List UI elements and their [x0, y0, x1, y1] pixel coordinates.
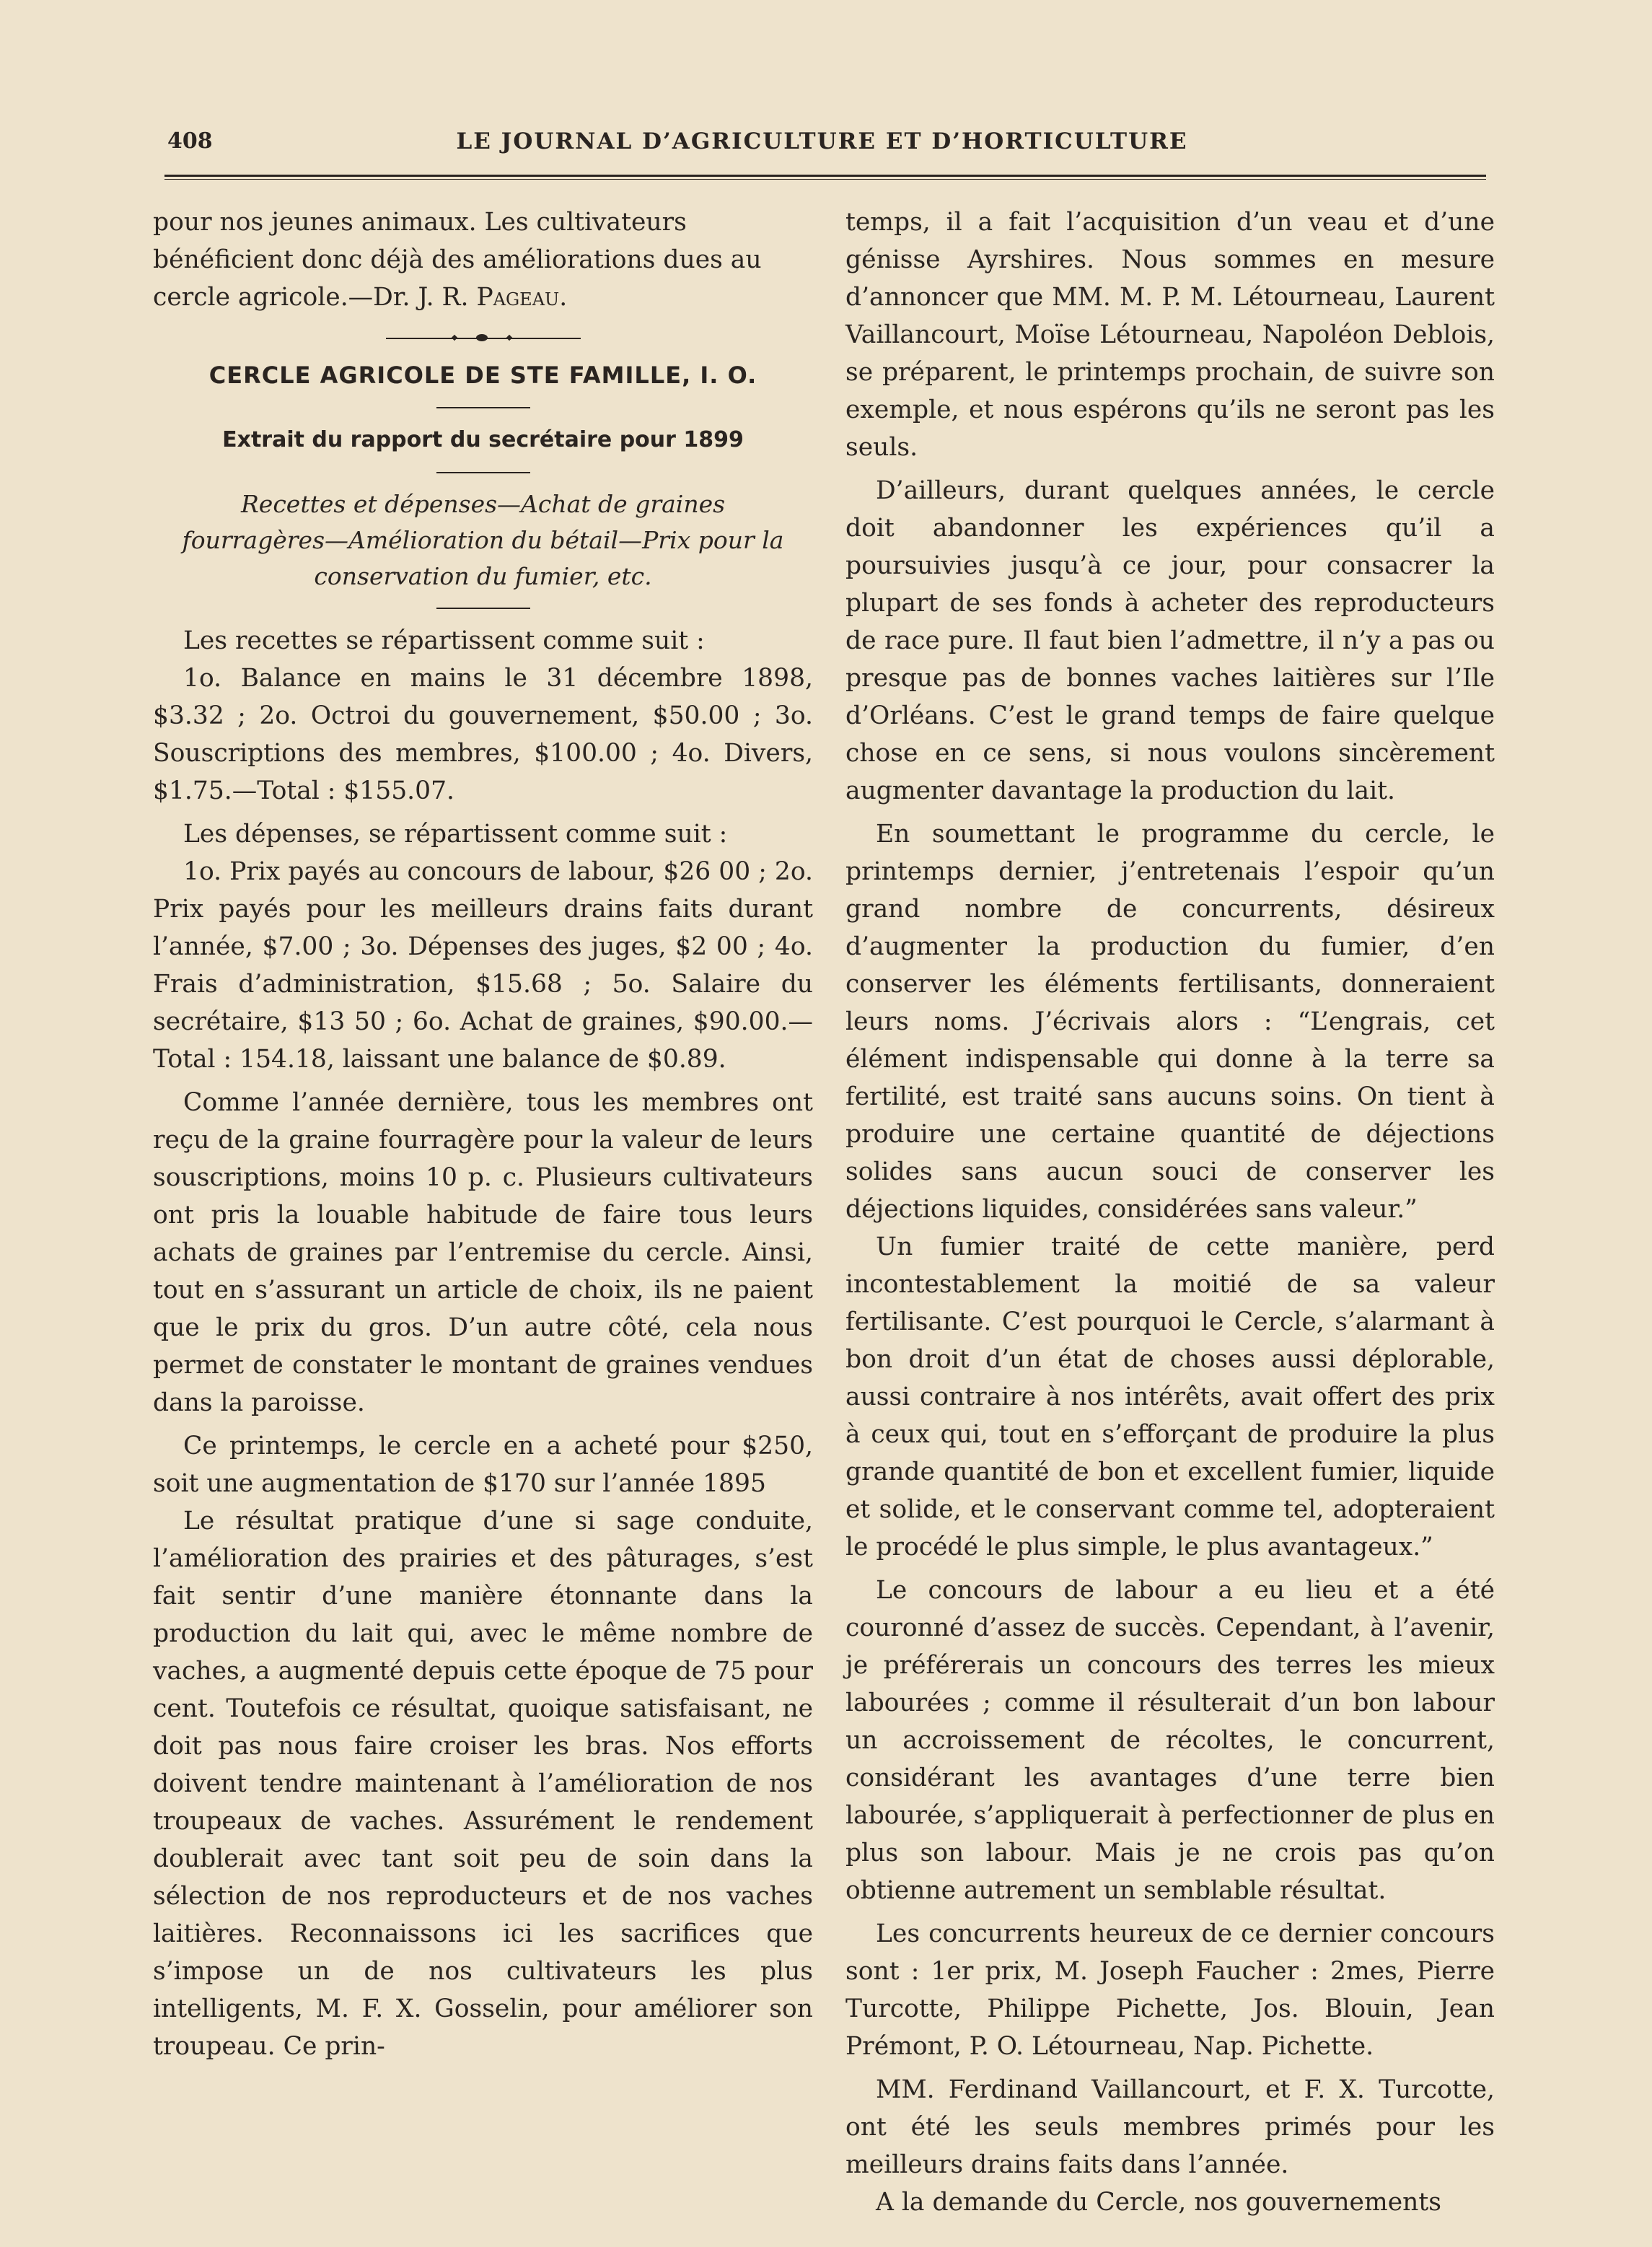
paragraph: temps, il a fait l’acquisition d’un veau et d’une génisse Ayrshires. Nous sommes en mesure d’annoncer que MM. M. P. M. Létourneau, Laurent Vaillancourt, Moïse Létourneau, Napoléon Deblois, se préparent, le printemps prochain, de suivre son exemple, et nous espérons qu’ils ne seront pas les seuls. — [845, 208, 1495, 462]
paragraph: Les concurrents heureux de ce dernier concours sont : 1er prix, M. Joseph Faucher : 2mes, Pierre Turcotte, Philippe Pichette, Jos. Blouin, Jean Prémont, P. O. Létourneau, Nap. Pichette. — [845, 1919, 1495, 2061]
right-column — [845, 203, 1495, 2221]
paragraph: Les recettes se répartissent comme suit : — [183, 626, 705, 655]
intro-text: pour nos jeunes animaux. Les cultivateurs bénéficient donc déjà des améliorations dues au cercle agricole.—Dr. J. R. — [153, 208, 762, 312]
intro-paragraph — [153, 203, 813, 316]
divider-1 — [436, 407, 530, 408]
section-summary: Recettes et dépenses—Achat de graines fourragères—Amélioration du bétail—Prix pour la conservation du fumier, etc. — [182, 490, 784, 590]
section-subtitle: Extrait du rapport du secrétaire pour 1899 — [222, 427, 744, 452]
signature-name: Pageau. — [476, 283, 568, 312]
section-title: CERCLE AGRICOLE DE STE FAMILLE, I. O. — [208, 362, 757, 389]
divider-3 — [436, 608, 530, 609]
paragraph: 1o. Prix payés au concours de labour, $26 00 ; 2o. Prix payés pour les meilleurs drains faits durant l’année, $7.00 ; 3o. Dépenses des juges, $2 00 ; 4o. Frais d’administration, $15.68 ; 5o. Salaire du secrétaire, $13 50 ; 6o. Achat de graines, $90.00.—Total : 154.18, laissant une balance de $0.89. — [153, 857, 813, 1074]
paragraph: D’ailleurs, durant quelques années, le cercle doit abandonner les expériences qu’il a poursuivies jusqu’à ce jour, pour consacrer la plupart de ses fonds à acheter des reproducteurs de race pure. Il faut bien l’admettre, il n’y a pas ou presque pas de bonnes vaches laitières sur l’Ile d’Orléans. C’est le grand temps de faire quelque chose en ce sens, si nous voulons sincèrement augmenter davantage la production du lait. — [845, 476, 1495, 805]
paragraph: Ce printemps, le cercle en a acheté pour $250, soit une augmentation de $170 sur l’année 1895 — [153, 1432, 813, 1498]
paragraph: Un fumier traité de cette manière, perd incontestablement la moitié de sa valeur fertilisante. C’est pourquoi le Cercle, s’alarmant à bon droit d’un état de choses aussi déplorable, aussi contraire à nos intérêts, avait offert des prix à ceux qui, tout en s’efforçant de produire la plus grande quantité de bon et excellent fumier, liquide et solide, et le conservant comme tel, adopteraient le procédé le plus simple, le plus avantageux.” — [845, 1232, 1495, 1561]
paragraph: MM. Ferdinand Vaillancourt, et F. X. Turcotte, ont été les seuls membres primés pour les meilleurs drains faits dans l’année. — [845, 2075, 1495, 2179]
paragraph: Le résultat pratique d’une si sage conduite, l’amélioration des prairies et des pâturages, s’est fait sentir d’une manière étonnante dans la production du lait qui, avec le même nombre de vaches, a augmenté depuis cette époque de 75 pour cent. Toutefois ce résultat, quoique satisfaisant, ne doit pas nous faire croiser les bras. Nos efforts doivent tendre maintenant à l’amélioration de nos troupeaux de vaches. Assurément le rendement doublerait avec tant soit peu de soin dans la sélection de nos reproducteurs et de nos vaches laitières. Reconnaissons ici les sacrifices que s’impose un de nos cultivateurs les plus intelligents, M. F. X. Gosselin, pour améliorer son troupeau. Ce prin- — [153, 1507, 813, 2061]
running-title: LE JOURNAL D’AGRICULTURE ET D’HORTICULTURE — [456, 128, 1188, 154]
paragraph: A la demande du Cercle, nos gouvernements — [876, 2188, 1441, 2217]
page-number: 408 — [167, 128, 213, 154]
page-header — [167, 128, 1477, 165]
paragraph: Les dépenses, se répartissent comme suit : — [183, 820, 728, 849]
paragraph: En soumettant le programme du cercle, le printemps dernier, j’entretenais l’espoir qu’un grand nombre de concurrents, désireux d’augmenter la production du fumier, d’en conserver les éléments fertilisants, donneraient leurs noms. J’écrivais alors : “L’engrais, cet élément indispensable qui donne à la terre sa fertilité, est traité sans aucuns soins. On tient à produire une certaine quantité de déjections solides sans aucun souci de conserver les déjections liquides, considérées sans valeur.” — [845, 820, 1495, 1224]
ornamental-divider — [386, 332, 581, 345]
paragraph: Le concours de labour a eu lieu et a été couronné d’assez de succès. Cependant, à l’avenir, je préférerais un concours des terres les mieux labourées ; comme il résulterait d’un bon labour un accroissement de récoltes, le concurrent, considérant les avantages d’une terre bien labourée, s’appliquerait à perfectionner de plus en plus son labour. Mais je ne crois pas qu’on obtienne autrement un semblable résultat. — [845, 1576, 1495, 1905]
paragraph: Comme l’année dernière, tous les membres ont reçu de la graine fourragère pour la valeur de leurs souscriptions, moins 10 p. c. Plusieurs cultivateurs ont pris la louable habitude de faire tous leurs achats de graines par l’entremise du cercle. Ainsi, tout en s’assurant un article de choix, ils ne paient que le prix du gros. D’un autre côté, cela nous permet de constater le montant de graines vendues dans la paroisse. — [153, 1088, 813, 1417]
header-rule — [164, 175, 1486, 177]
left-column — [153, 203, 813, 2065]
header-rule-thin — [164, 179, 1486, 180]
paragraph: 1o. Balance en mains le 31 décembre 1898, $3.32 ; 2o. Octroi du gouvernement, $50.00 ; 3o. Souscriptions des membres, $100.00 ; 4o. Divers, $1.75.—Total : $155.07. — [153, 664, 813, 805]
divider-2 — [436, 472, 530, 473]
